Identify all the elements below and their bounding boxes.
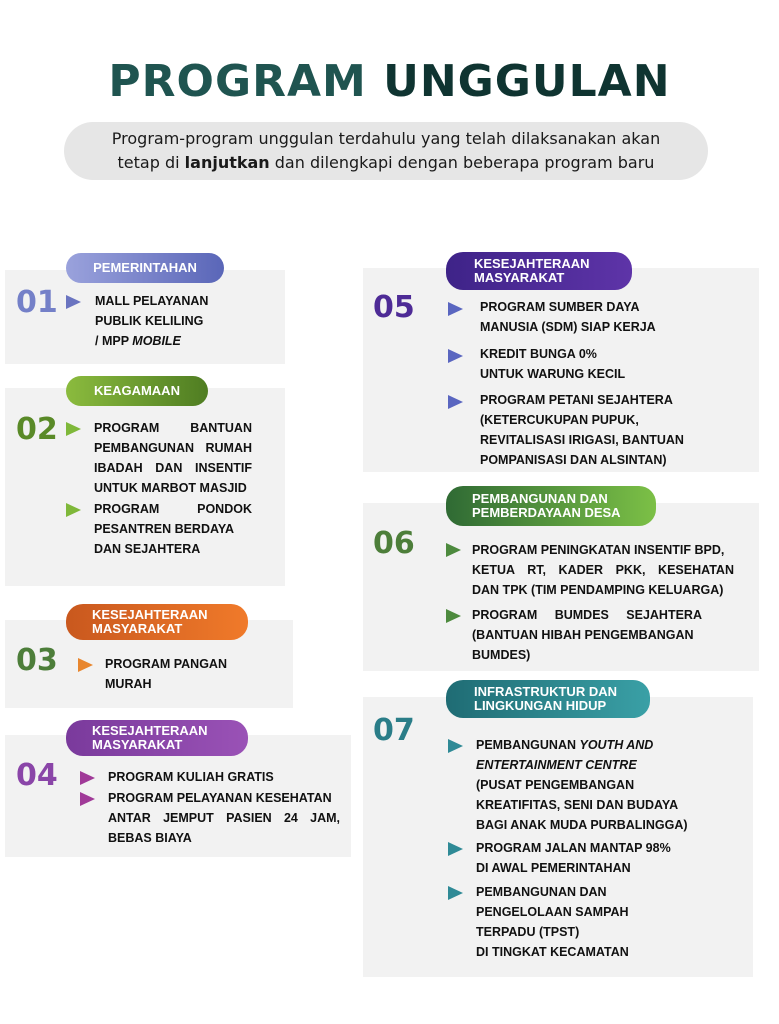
section-06-category — [472, 492, 621, 520]
section-03-number: 03 — [16, 643, 58, 678]
section-07-item-3-line1: PEMBANGUNAN DAN — [476, 885, 607, 899]
section-05-category-line2: MASYARAKAT — [474, 270, 565, 285]
section-06-item-2 — [472, 605, 702, 665]
section-04-item-2 — [108, 788, 340, 848]
section-05-item-1-line1: PROGRAM SUMBER DAYA — [480, 300, 640, 314]
section-02-category-pill — [66, 376, 208, 406]
section-06-item-2-line3: BUMDES) — [472, 648, 531, 662]
section-01-item-1-arrow-icon — [66, 295, 81, 309]
section-05-item-3-arrow-icon — [448, 395, 463, 409]
section-07-item-1-line1-pre: PEMBANGUNAN — [476, 738, 580, 752]
section-07-category-line2: LINGKUNGAN HIDUP — [474, 698, 607, 713]
section-07-item-1-line5: BAGI ANAK MUDA PURBALINGGA) — [476, 818, 688, 832]
subtitle-line2-pre: tetap di — [117, 153, 185, 172]
section-05-category — [474, 257, 590, 285]
section-05-item-3-line1: PROGRAM PETANI SEJAHTERA — [480, 393, 673, 407]
section-05-item-3-line3: REVITALISASI IRIGASI, BANTUAN — [480, 433, 684, 447]
section-04-item-2-arrow-icon — [80, 792, 95, 806]
section-06-item-2-line2: (BANTUAN HIBAH PENGEMBANGAN — [472, 628, 694, 642]
section-02-number: 02 — [16, 412, 58, 447]
section-06-category-line2: PEMBERDAYAAN DESA — [472, 505, 621, 520]
section-05-item-2-line2: UNTUK WARUNG KECIL — [480, 367, 626, 381]
subtitle-line2-post: dan dilengkapi dengan beberapa program baru — [269, 153, 655, 172]
section-05-category-line1: KESEJAHTERAAN — [474, 256, 590, 271]
section-02-item-1-arrow-icon — [66, 422, 81, 436]
section-02-item-1-line4: UNTUK MARBOT MASJID — [94, 481, 247, 495]
section-07-item-1-line4: KREATIFITAS, SENI DAN BUDAYA — [476, 798, 679, 812]
section-02-item-2-line3: DAN SEJAHTERA — [94, 542, 201, 556]
section-05-item-2 — [480, 344, 740, 384]
section-06-number: 06 — [373, 526, 415, 561]
section-05-item-1 — [480, 297, 740, 337]
section-04-category — [92, 724, 208, 752]
section-02-item-1-line2: PEMBANGUNAN RUMAH — [94, 441, 252, 455]
section-06-item-1-line3: DAN TPK (TIM PENDAMPING KELUARGA) — [472, 583, 724, 597]
section-07-item-3-arrow-icon — [448, 886, 463, 900]
section-06-item-2-line1: PROGRAM BUMDES SEJAHTERA — [472, 608, 702, 622]
page-title — [0, 56, 779, 107]
section-03-category-line2: MASYARAKAT — [92, 621, 183, 636]
section-03-category-line1: KESEJAHTERAAN — [92, 607, 208, 622]
section-06-category-line1: PEMBANGUNAN DAN — [472, 491, 608, 506]
section-06-item-1-line2: KETUA RT, KADER PKK, KESEHATAN — [472, 563, 734, 577]
section-06-item-2-arrow-icon — [446, 609, 461, 623]
section-03-item-1 — [105, 654, 285, 694]
section-03-category-pill — [66, 604, 248, 640]
section-02-item-1-line3: IBADAH DAN INSENTIF — [94, 461, 252, 475]
section-07-item-1-arrow-icon — [448, 739, 463, 753]
section-06-item-1-line1: PROGRAM PENINGKATAN INSENTIF BPD, — [472, 543, 725, 557]
section-04-item-2-line2: ANTAR JEMPUT PASIEN 24 JAM, — [108, 811, 340, 825]
section-03-item-1-arrow-icon — [78, 658, 93, 672]
section-07-item-2-arrow-icon — [448, 842, 463, 856]
section-05-item-1-arrow-icon — [448, 302, 463, 316]
section-07-item-1-line2 — [476, 755, 736, 775]
subtitle-line1: Program-program unggulan terdahulu yang telah dilaksanakan akan — [111, 129, 661, 148]
section-07-item-3-line4: DI TINGKAT KECAMATAN — [476, 945, 629, 959]
section-03-item-1-line2: MURAH — [105, 677, 152, 691]
section-07-item-2 — [476, 838, 736, 878]
section-04-item-2-line3: BEBAS BIAYA — [108, 831, 192, 845]
title-part1: PROGRAM — [108, 56, 367, 107]
section-04-item-1-arrow-icon — [80, 771, 95, 785]
section-04-item-1-line1: PROGRAM KULIAH GRATIS — [108, 770, 274, 784]
section-01-item-1-line1: MALL PELAYANAN — [95, 294, 209, 308]
section-07-item-1-line3: (PUSAT PENGEMBANGAN — [476, 778, 635, 792]
section-07-item-3-line3: TERPADU (TPST) — [476, 925, 580, 939]
section-04-category-line2: MASYARAKAT — [92, 737, 183, 752]
section-05-item-1-line2: MANUSIA (SDM) SIAP KERJA — [480, 320, 656, 334]
section-07-item-1-line1 — [476, 735, 736, 755]
section-02-category: KEAGAMAAN — [94, 383, 180, 398]
section-03-category — [92, 608, 208, 636]
section-01-item-1-line3-pre: / MPP — [95, 334, 133, 348]
section-06-item-1-arrow-icon — [446, 543, 461, 557]
section-02-item-2 — [94, 499, 252, 559]
section-04-item-2-line1: PROGRAM PELAYANAN KESEHATAN — [108, 791, 332, 805]
section-04-category-pill — [66, 720, 248, 756]
section-07-item-1-line1-italic: YOUTH AND — [579, 738, 654, 752]
section-07-category — [474, 685, 617, 713]
section-06-category-pill — [446, 486, 656, 526]
section-04-item-1 — [108, 767, 344, 787]
section-05-category-pill — [446, 252, 632, 290]
section-05-item-2-arrow-icon — [448, 349, 463, 363]
section-05-item-3 — [480, 390, 750, 470]
section-02-item-2-line1: PROGRAM PONDOK — [94, 502, 252, 516]
section-01-item-1 — [95, 291, 275, 351]
subtitle-line2-bold: lanjutkan — [184, 153, 270, 172]
section-07-category-line1: INFRASTRUKTUR DAN — [474, 684, 617, 699]
section-02-item-1-line1: PROGRAM BANTUAN — [94, 421, 252, 435]
title-part2: UNGGULAN — [383, 56, 671, 107]
subtitle-line2 — [64, 151, 708, 175]
section-07-item-3 — [476, 882, 736, 962]
section-06-item-1 — [472, 540, 734, 600]
section-07-item-1 — [476, 735, 736, 835]
subtitle-banner — [64, 122, 708, 180]
section-05-item-3-line2: (KETERCUKUPAN PUPUK, — [480, 413, 639, 427]
section-05-number: 05 — [373, 290, 415, 325]
section-01-item-1-line2: PUBLIK KELILING — [95, 314, 204, 328]
section-07-item-2-line1: PROGRAM JALAN MANTAP 98% — [476, 841, 671, 855]
section-07-item-3-line2: PENGELOLAAN SAMPAH — [476, 905, 629, 919]
section-07-item-2-line2: DI AWAL PEMERINTAHAN — [476, 861, 631, 875]
section-01-number: 01 — [16, 285, 58, 320]
section-07-category-pill — [446, 680, 650, 718]
section-04-category-line1: KESEJAHTERAAN — [92, 723, 208, 738]
section-07-number: 07 — [373, 713, 415, 748]
section-03-item-1-line1: PROGRAM PANGAN — [105, 657, 227, 671]
section-01-category: PEMERINTAHAN — [93, 260, 197, 275]
section-02-item-1 — [94, 418, 252, 498]
section-07-item-1-line2-italic: ENTERTAINMENT CENTRE — [476, 758, 637, 772]
section-05-item-2-line1: KREDIT BUNGA 0% — [480, 347, 597, 361]
section-01-item-1-line3-italic: MOBILE — [132, 334, 181, 348]
section-01-item-1-line3 — [95, 331, 275, 351]
section-02-item-2-arrow-icon — [66, 503, 81, 517]
section-04-number: 04 — [16, 758, 58, 793]
section-05-item-3-line4: POMPANISASI DAN ALSINTAN) — [480, 453, 667, 467]
section-02-item-2-line2: PESANTREN BERDAYA — [94, 522, 235, 536]
section-01-category-pill — [66, 253, 224, 283]
